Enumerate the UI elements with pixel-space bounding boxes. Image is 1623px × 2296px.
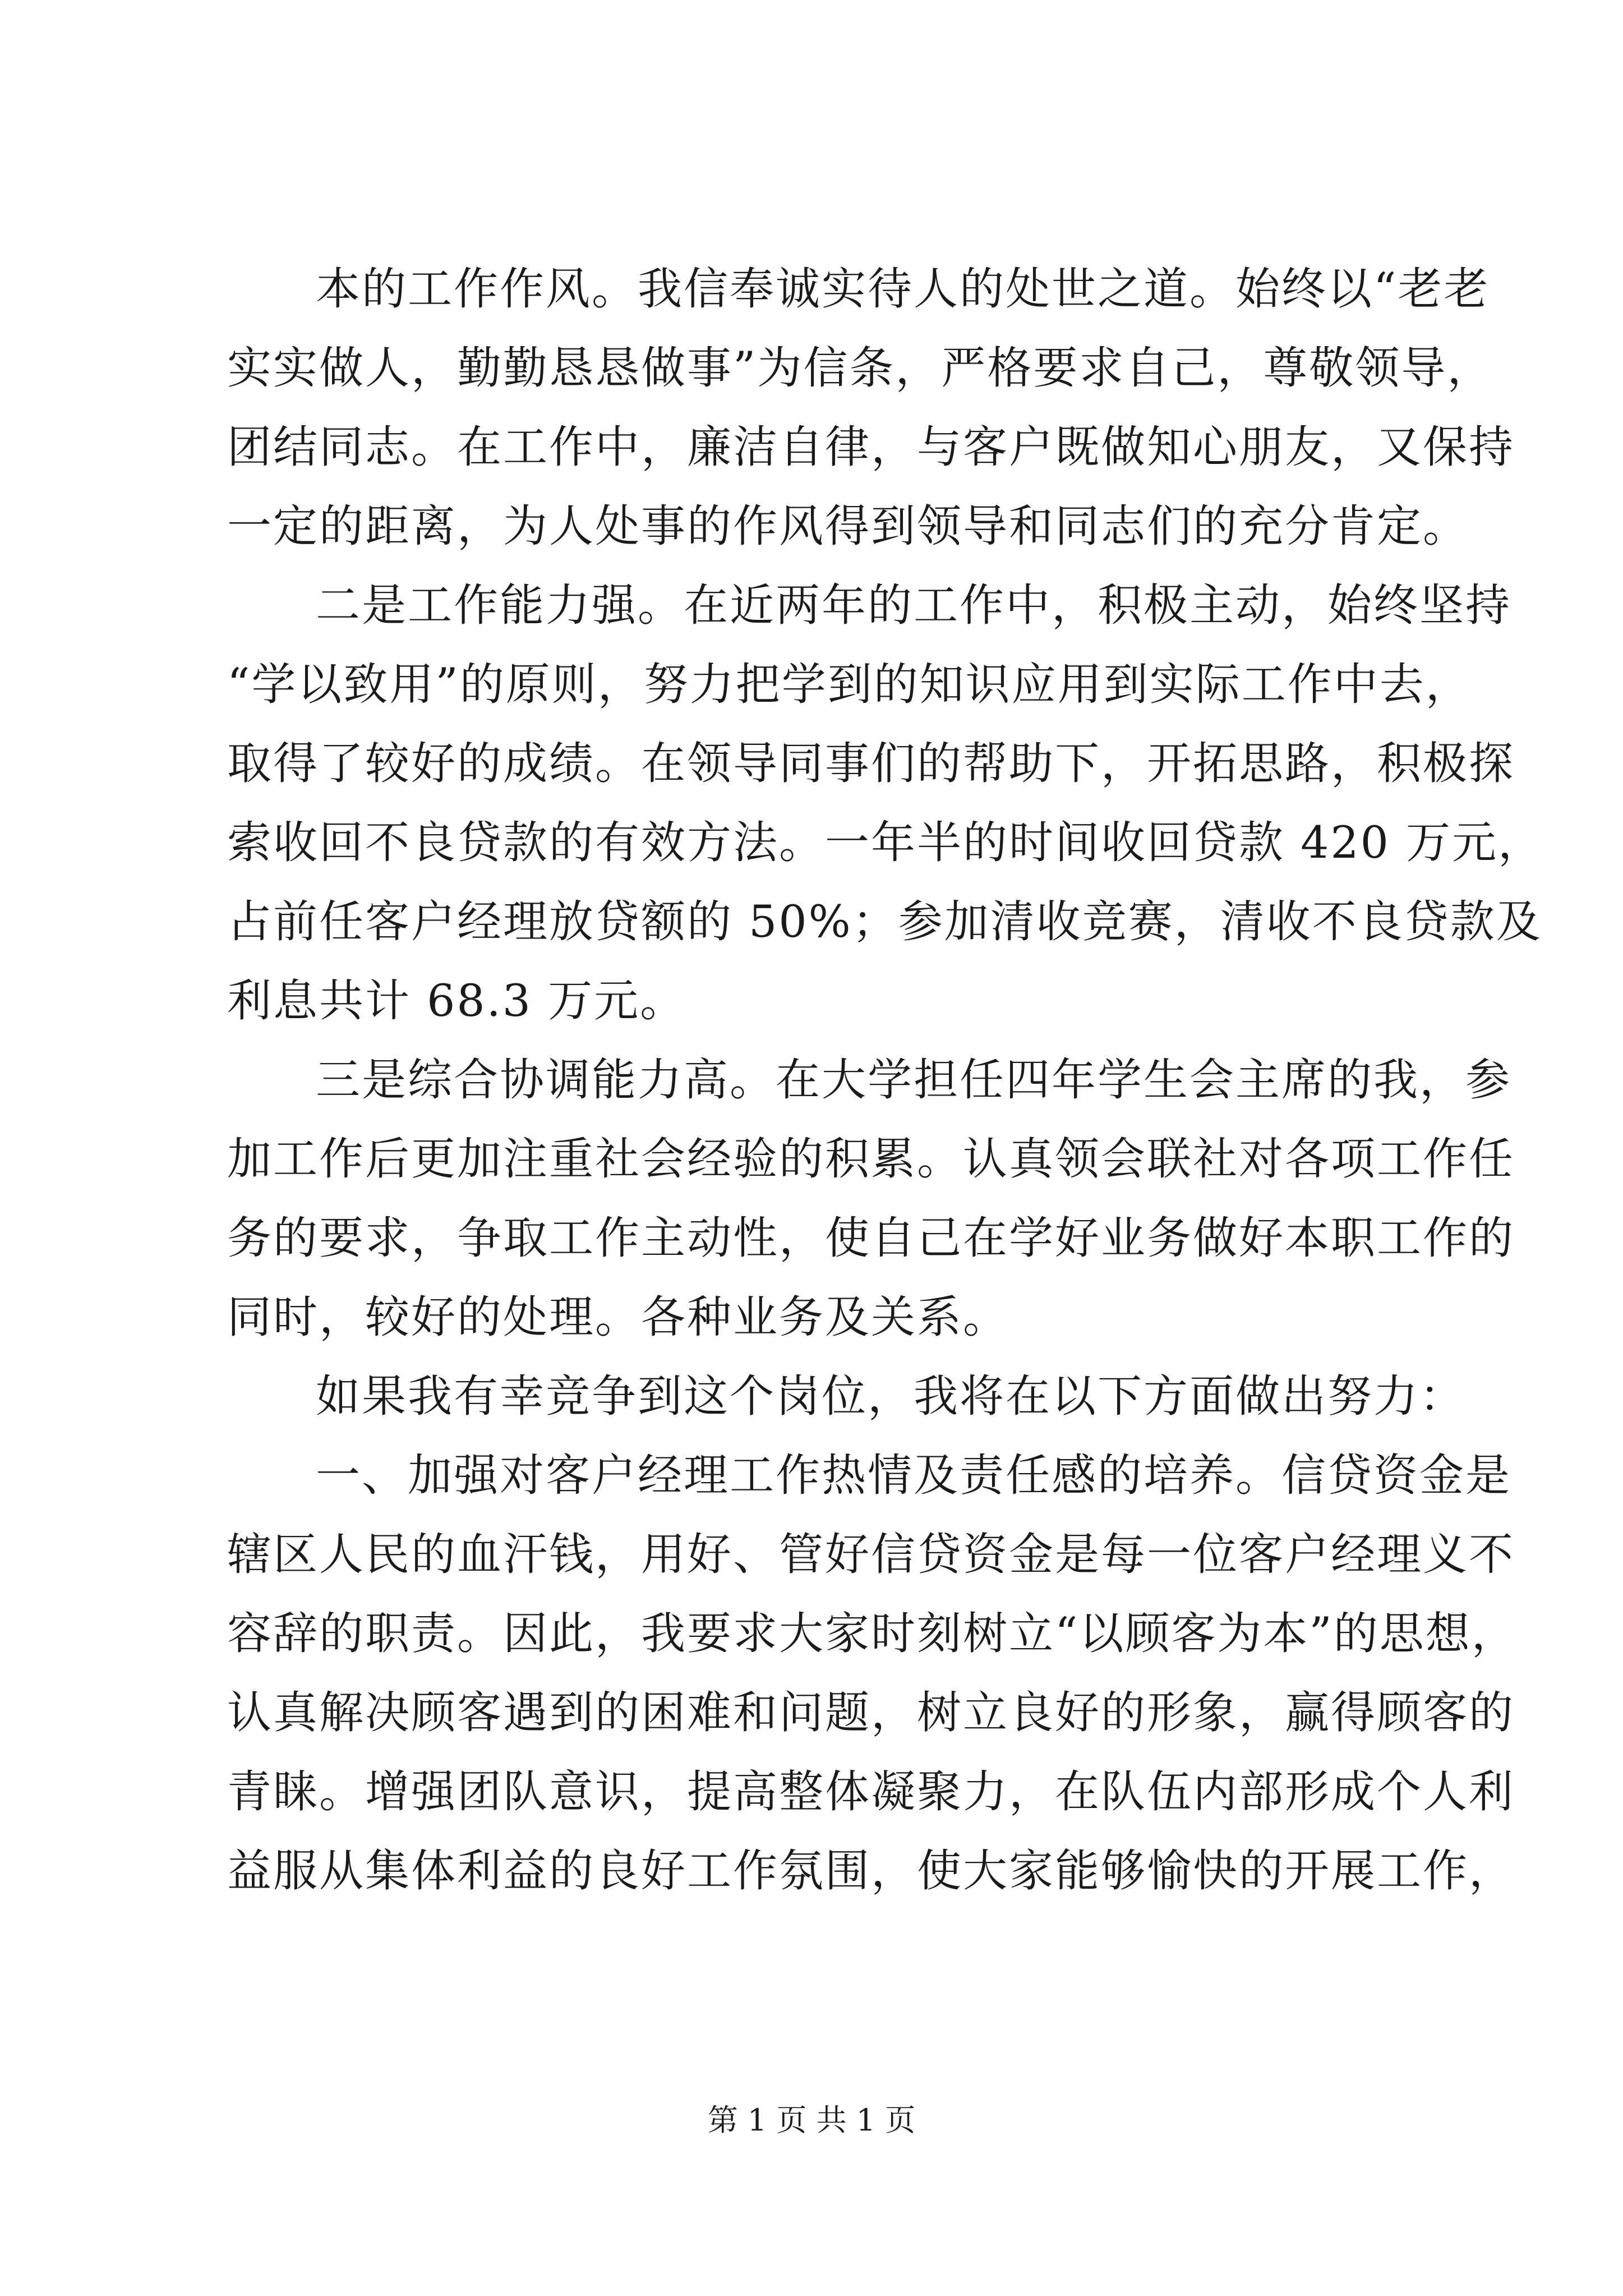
text-line: 青睐。增强团队意识，提高整体凝聚力，在队伍内部形成个人利 [227, 1766, 1515, 1818]
text-line: 务的要求，争取工作主动性，使自己在学好业务做好本职工作的 [227, 1212, 1515, 1264]
text-line: 一、加强对客户经理工作热情及责任感的培养。信贷资金是 [316, 1450, 1511, 1501]
page-footer: 第 1 页 共 1 页 [707, 2102, 916, 2138]
text-line: 一定的距离，为人处事的作风得到领导和同志们的充分肯定。 [227, 500, 1469, 552]
text-line: 认真解决顾客遇到的困难和问题，树立良好的形象，赢得顾客的 [227, 1687, 1515, 1738]
text-line: 同时，较好的处理。各种业务及关系。 [227, 1291, 1009, 1343]
text-line: 占前任客户经理放贷额的 50%；参加清收竞赛，清收不良贷款及 [227, 896, 1542, 947]
body-text [227, 250, 1544, 1911]
text-line: 实实做人，勤勤恳恳做事”为信条，严格要求自己，尊敬领导， [227, 342, 1493, 394]
text-line: 容辞的职责。因此，我要求大家时刻树立“以顾客为本”的思想， [227, 1608, 1518, 1659]
text-line: 取得了较好的成绩。在领导同事们的帮助下，开拓思路，积极探 [227, 738, 1515, 789]
text-line: “学以致用”的原则，努力把学到的知识应用到实际工作中去， [227, 659, 1472, 710]
text-line: 本的工作作风。我信奉诚实待人的处世之道。始终以“老老 [316, 263, 1490, 315]
text-line: 团结同志。在工作中，廉洁自律，与客户既做知心朋友，又保持 [227, 421, 1515, 473]
text-line: 索收回不良贷款的有效方法。一年半的时间收回贷款 420 万元， [227, 817, 1544, 868]
text-line: 二是工作能力强。在近两年的工作中，积极主动，始终坚持 [316, 579, 1511, 631]
text-line: 如果我有幸竞争到这个岗位，我将在以下方面做出努力： [316, 1370, 1465, 1422]
text-line: 益服从集体利益的良好工作氛围，使大家能够愉快的开展工作， [227, 1845, 1515, 1897]
text-line: 三是综合协调能力高。在大学担任四年学生会主席的我，参 [316, 1054, 1511, 1106]
text-line: 加工作后更加注重社会经验的积累。认真领会联社对各项工作任 [227, 1133, 1515, 1185]
text-line: 辖区人民的血汗钱，用好、管好信贷资金是每一位客户经理义不 [227, 1529, 1515, 1580]
text-line: 利息共计 68.3 万元。 [227, 975, 686, 1027]
